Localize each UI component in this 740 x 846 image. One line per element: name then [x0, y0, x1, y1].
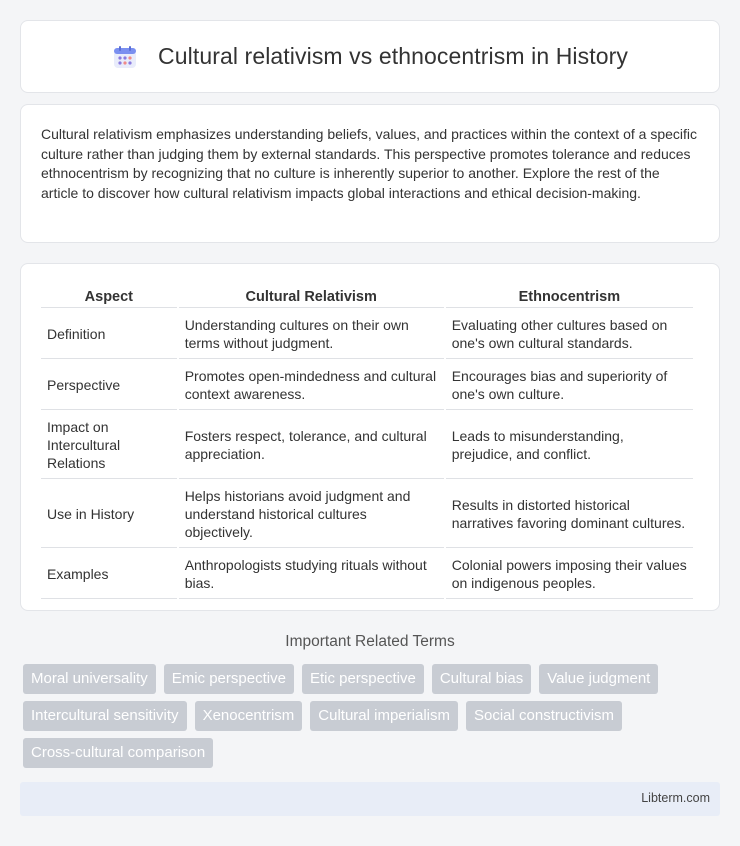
related-terms-title: Important Related Terms [285, 633, 455, 650]
header-card [20, 20, 720, 93]
cell-aspect: Impact on Intercultural Relations [41, 412, 177, 479]
cell-relativism: Helps historians avoid judgment and understand historical cultures objectively. [179, 481, 444, 548]
term-tag-cultural-bias[interactable]: Cultural bias [432, 664, 531, 694]
header-ethnocentrism: Ethnocentrism [446, 284, 693, 308]
cell-ethnocentrism: Encourages bias and superiority of one's own culture. [446, 361, 693, 410]
cell-aspect: Use in History [41, 481, 177, 548]
cell-ethnocentrism: Leads to misunderstanding, prejudice, and conflict. [446, 412, 693, 479]
cell-relativism: Understanding cultures on their own terms without judgment. [179, 310, 444, 359]
cell-relativism: Fosters respect, tolerance, and cultural appreciation. [179, 412, 444, 479]
term-tag-moral-universality[interactable]: Moral universality [23, 664, 156, 694]
comparison-table [39, 282, 695, 601]
footer [20, 782, 720, 816]
term-tag-etic-perspective[interactable]: Etic perspective [302, 664, 424, 694]
table-header-row [41, 284, 693, 308]
intro-card [20, 104, 720, 243]
term-tag-emic-perspective[interactable]: Emic perspective [164, 664, 294, 694]
cell-aspect: Perspective [41, 361, 177, 410]
footer-site-link[interactable]: Libterm.com [641, 791, 710, 805]
cell-aspect: Examples [41, 550, 177, 599]
header-aspect: Aspect [41, 284, 177, 308]
cell-aspect: Definition [41, 310, 177, 359]
term-tag-cross-cultural-comparison[interactable]: Cross-cultural comparison [23, 738, 213, 768]
title-wrap [112, 43, 628, 70]
table-row [41, 361, 693, 410]
term-tag-social-constructivism[interactable]: Social constructivism [466, 701, 622, 731]
term-tag-value-judgment[interactable]: Value judgment [539, 664, 658, 694]
table-row [41, 310, 693, 359]
comparison-table-card [20, 263, 720, 611]
calendar-icon [112, 44, 138, 70]
cell-ethnocentrism: Colonial powers imposing their values on indigenous peoples. [446, 550, 693, 599]
table-row [41, 481, 693, 548]
term-tag-intercultural-sensitivity[interactable]: Intercultural sensitivity [23, 701, 187, 731]
page-title: Cultural relativism vs ethnocentrism in History [158, 43, 628, 69]
term-tag-xenocentrism[interactable]: Xenocentrism [195, 701, 303, 731]
cell-relativism: Anthropologists studying rituals without bias. [179, 550, 444, 599]
cell-ethnocentrism: Evaluating other cultures based on one's own cultural standards. [446, 310, 693, 359]
table-row [41, 550, 693, 599]
table-row [41, 412, 693, 479]
intro-text: Cultural relativism emphasizes understanding beliefs, values, and practices within the context of a specific culture rather than judging them by external standards. This perspective promotes tolerance and reduces ethnocentrism by recognizing that no culture is inherently superior to another. Explore the rest of the article to discover how cultural relativism impacts global interactions and ethical decision-making. [41, 126, 697, 201]
header-cultural-relativism: Cultural Relativism [179, 284, 444, 308]
cell-ethnocentrism: Results in distorted historical narratives favoring dominant cultures. [446, 481, 693, 548]
cell-relativism: Promotes open-mindedness and cultural context awareness. [179, 361, 444, 410]
related-terms-list [23, 664, 723, 768]
term-tag-cultural-imperialism[interactable]: Cultural imperialism [310, 701, 458, 731]
